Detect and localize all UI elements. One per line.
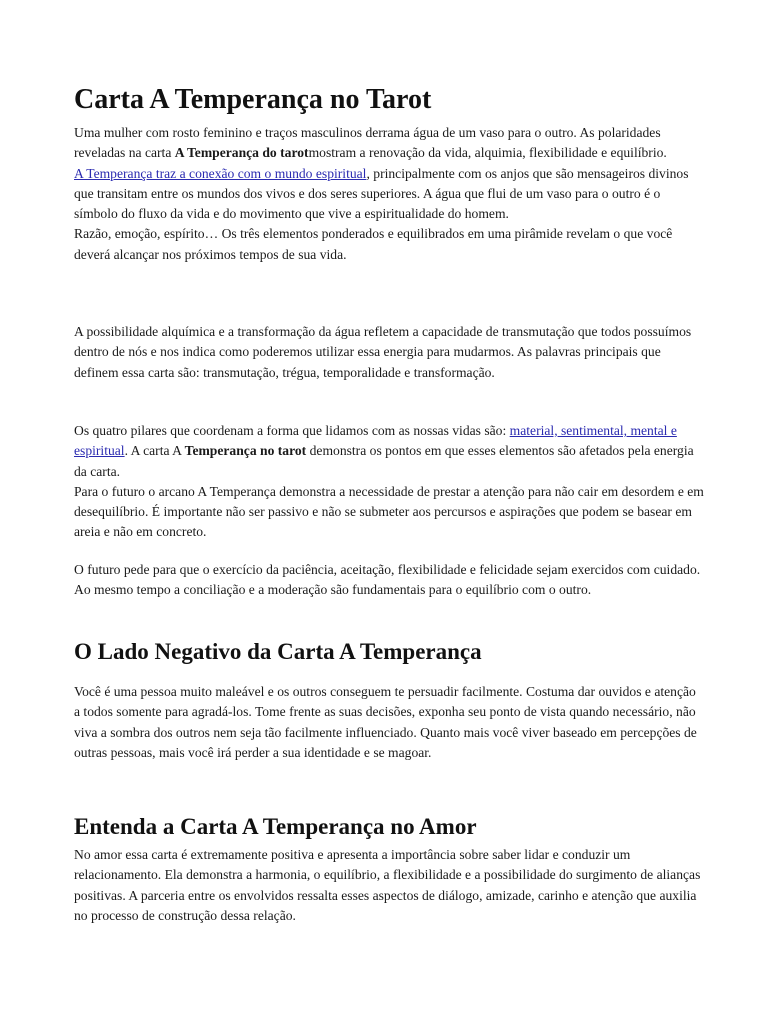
pillars-text-d: Para o futuro o arcano A Temperança demonstra a necessidade de prestar a atenção para não cair em desordem e em desequilíbrio. É importante não ser passivo e não se submeter aos percursos e aspirações que podem se basear em areia e não em concreto. (74, 483, 704, 540)
pillars-text-c: demonstra os pontos em que esses elementos são afetados pela energia da carta. (74, 443, 694, 479)
alchemy-paragraph: A possibilidade alquímica e a transformação da água refletem a capacidade de transmutação que todos possuímos dentro de nós e nos indica como poderemos utilizar essa energia para mudarmos. As palavras principais que definem essa carta são: transmutação, trégua, temporalidade e transformação. (74, 324, 692, 380)
love-heading: Entenda a Carta A Temperança no Amor (74, 814, 477, 839)
pillars-paragraph (74, 421, 704, 543)
love-paragraph: No amor essa carta é extremamente positiva e apresenta a importância sobre saber lidar e conduzir um relacionamento. Ela demonstra a harmonia, o equilíbrio, a flexibilidade e a possibilidade do surgimento de alianças positivas. A parceria entre os envolvidos ressalta esses aspectos de diálogo, amizade, carinho e atenção que auxilia no processo de construção dessa relação. (74, 847, 701, 923)
intro-text-c: , principalmente com os anjos que são mensageiros divinos que transitam entre os mundos dos vivos e dos seres superiores. A água que flui de um vaso para o outro é o símbolo do fluxo da vida e do movimento que vive a espiritualidade do homem. (74, 165, 689, 222)
spiritual-connection-link[interactable]: A Temperança traz a conexão com o mundo espiritual (74, 165, 367, 181)
negative-heading: O Lado Negativo da Carta A Temperança (74, 639, 482, 664)
intro-text-d: Razão, emoção, espírito… Os três elementos ponderados e equilibrados em uma pirâmide revelam o que você deverá alcançar nos próximos tempos de sua vida. (74, 226, 673, 262)
pillars-bold-term: Temperança no tarot (184, 443, 307, 459)
intro-text-b: mostram a renovação da vida, alquimia, flexibilidade e equilíbrio. (308, 145, 667, 161)
intro-text-a: Uma mulher com rosto feminino e traços masculinos derrama água de um vaso para o outro. As polaridades reveladas na carta (74, 125, 661, 161)
four-pillars-link[interactable]: material, sentimental, mental e espiritual (74, 423, 677, 459)
intro-paragraph (74, 123, 704, 265)
pillars-text-a: Os quatro pilares que coordenam a forma que lidamos com as nossas vidas são: (74, 423, 510, 438)
page-title: Carta A Temperança no Tarot (74, 84, 432, 115)
future-paragraph: O futuro pede para que o exercício da paciência, aceitação, flexibilidade e felicidade sejam exercidos com cuidado. Ao mesmo tempo a conciliação e a moderação são fundamentais para o equilíbrio com o outro. (74, 562, 701, 598)
negative-paragraph: Você é uma pessoa muito maleável e os outros conseguem te persuadir facilmente. Costuma dar ouvidos e atenção a todos somente para agradá-los. Tome frente as suas decisões, exponha seu ponto de vista quando necessário, não viva a sombra dos outros nem seja tão facilmente influenciado. Quanto mais você viver baseado em percepções de outras pessoas, mais você irá perder a sua identidade e se magoar. (74, 684, 697, 760)
pillars-text-b: . A carta A (124, 443, 185, 459)
intro-bold-term: A Temperança do tarot (174, 145, 309, 161)
